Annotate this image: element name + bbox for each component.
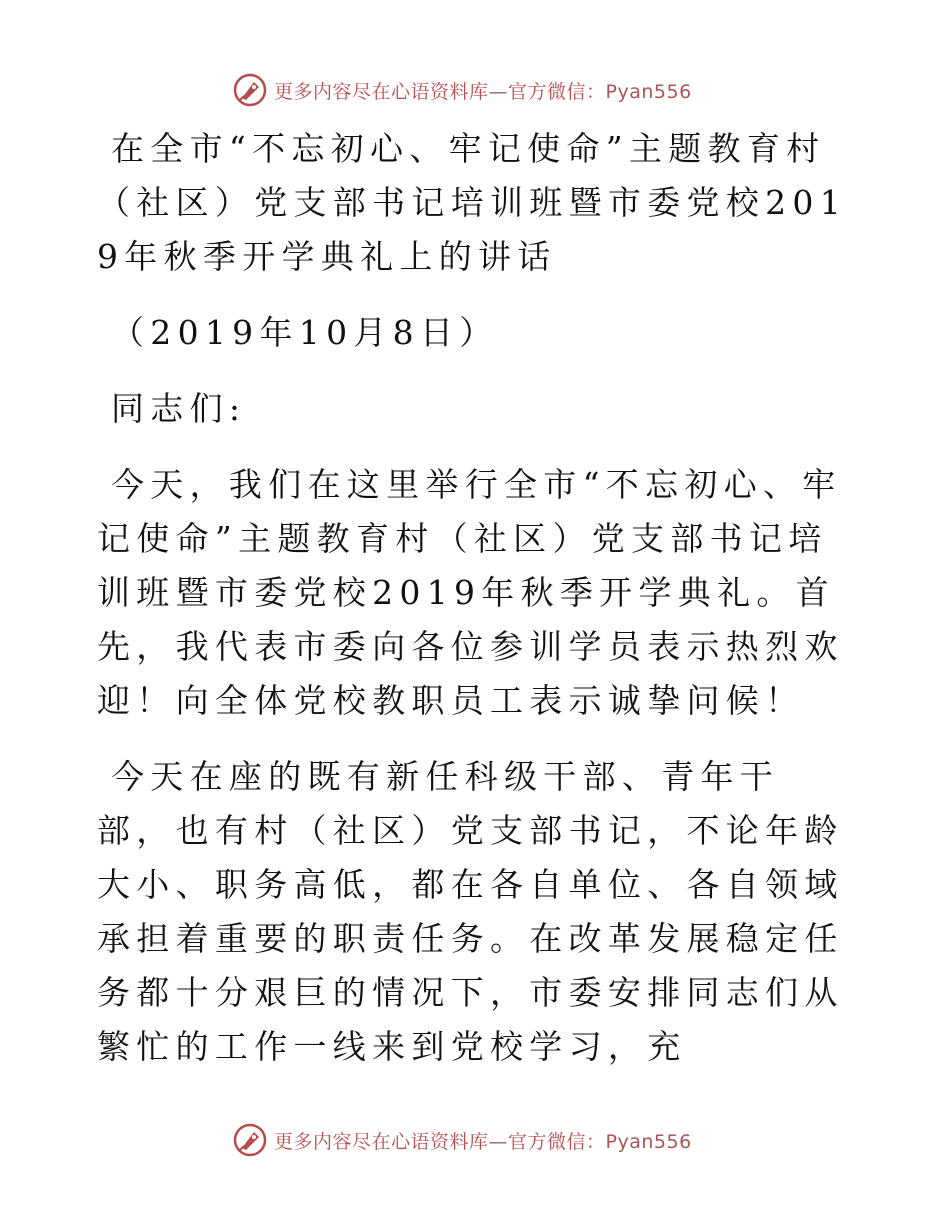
watermark-separator: — — [488, 1130, 509, 1153]
watermark-text: 更多内容尽在心语资料库 — [274, 80, 489, 103]
watermark-suffix: 官方微信： — [508, 80, 606, 103]
document-body — [97, 122, 857, 1074]
document-title: 在全市“不忘初心、牢记使命”主题教育村（社区）党支部书记培训班暨市委党校2019年秋季开学典礼上的讲话 — [97, 129, 847, 276]
watermark-suffix: 官方微信： — [508, 1130, 606, 1153]
salutation: 同志们: — [111, 389, 247, 428]
watermark-text: 更多内容尽在心语资料库 — [274, 1130, 489, 1153]
document-date: （2019年10月8日） — [111, 313, 499, 352]
header-watermark — [232, 70, 752, 110]
paragraph: 今天在座的既有新任科级干部、青年干部，也有村（社区）党支部书记，不论年龄大小、职务高低，都在各自单位、各自领域承担着重要的职责任务。在改革发展稳定任务都十分艰巨的情况下，市委安排同志们从繁忙的工作一线来到党校学习，充 — [97, 757, 844, 1066]
pen-nib-icon — [232, 1122, 268, 1158]
footer-watermark — [232, 1120, 752, 1160]
watermark-account: Pyan556 — [605, 80, 692, 103]
pen-nib-icon — [232, 72, 268, 108]
watermark-separator: — — [488, 80, 509, 103]
paragraph: 今天，我们在这里举行全市“不忘初心、牢记使命”主题教育村（社区）党支部书记培训班暨市委党校2019年秋季开学典礼。首先，我代表市委向各位参训学员表示热烈欢迎！向全体党校教职员工表示诚挚问候！ — [97, 465, 844, 720]
watermark-account: Pyan556 — [605, 1130, 692, 1153]
